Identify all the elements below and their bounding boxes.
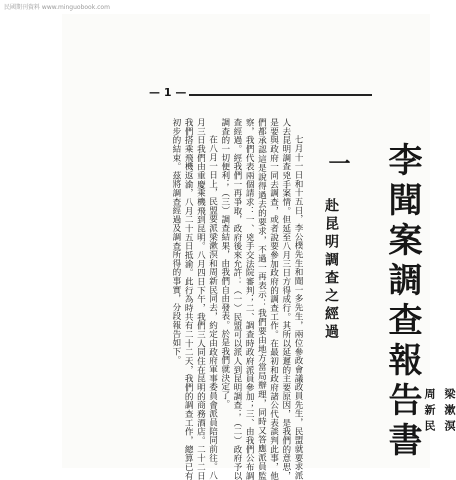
section-number: 一: [325, 152, 351, 174]
paragraph: 在八月一日上，民盟要派梁漱溟和周新民同去，約定由政府軍事委員會派員陪同前往。八月三日我們由重慶乘機飛到昆明。八月四日下午，我們三人同住在昆明的商務酒店。二十二日我們搭乘飛機返渝，八月二十五日抵渝。此行為時共有二十二天，我們的調查工作，總算已有初步的結束。茲將調查經過及調查所得的事實，分段報告如下。: [170, 118, 218, 480]
watermark: 民國期刊資料 www.minguobook.com: [4, 4, 110, 11]
page-number: — 1 —: [146, 86, 189, 99]
document-title: 李聞案調查報告書: [382, 142, 422, 462]
body-text: [158, 118, 304, 480]
author-name: 周新民: [423, 388, 436, 436]
paragraph: 七月十一日和十五日，李公樸先生和聞一多先生，兩位參政會議政員先生，民盟就要求派人去昆明調查兇手案情。但延至八月三日方得成行。其所以延遲的主要原因，是我們的意思，是要與政府一同去調查，或者說要參加政府的調查工作。在最初和政府諸公代表談判此事，他們都承認這是說得過去的要求，不過一再表示：我們要由地方當局辦理，同時又答應派員監察，我們代表兩個請求：一、兇手交法院審判；二、調查時政府派員參加；三、由我們公布調查經過。經我們一再爭取，政府後來允許：（一）民盟可以派人到昆明調查；（二）政府予以調查的一切便利；（三）調查結果，由我們自由發表。於是我們就決定了。: [219, 118, 303, 480]
author-name: 梁漱溟: [443, 388, 456, 436]
section-title: 赴昆明調查之經過: [323, 198, 339, 342]
document-page: [62, 14, 456, 480]
header-rule: [162, 94, 372, 96]
